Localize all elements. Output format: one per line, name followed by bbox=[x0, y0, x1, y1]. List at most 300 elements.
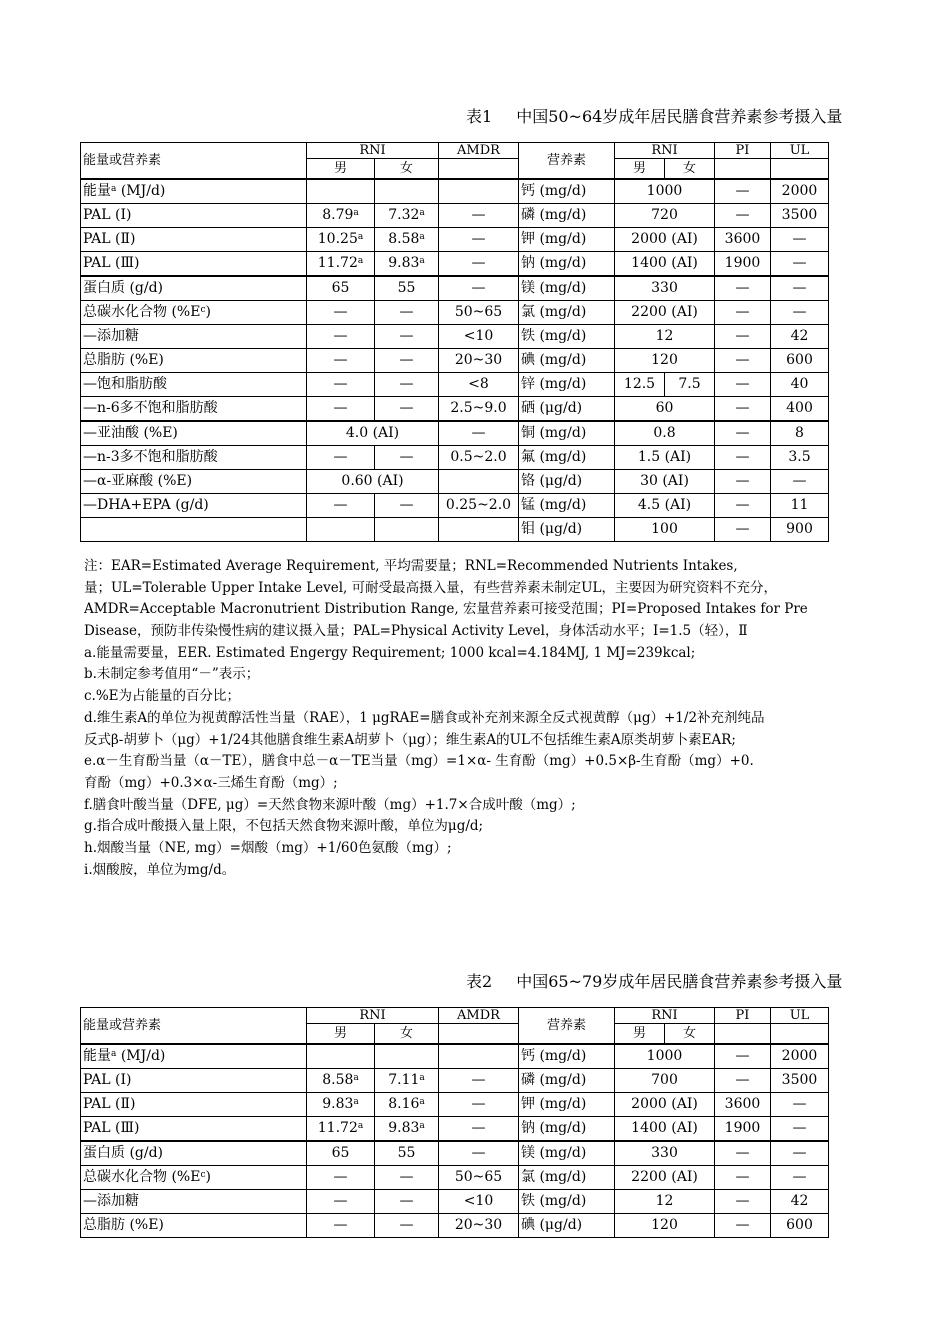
mineral-rni-cell bbox=[615, 1141, 715, 1166]
mineral-cell bbox=[519, 517, 615, 541]
nutrient-cell-text: 总碳水化合物 (%E bbox=[83, 1169, 201, 1185]
mineral-rni-cell-text: 700 bbox=[651, 1072, 678, 1088]
ul-cell bbox=[771, 1044, 829, 1069]
mineral-rni-cell bbox=[615, 1068, 715, 1092]
amdr-cell-text: — bbox=[471, 425, 486, 441]
rni-male-cell-text: 11.72 bbox=[317, 255, 358, 271]
table-row bbox=[81, 396, 829, 421]
header-rni2: RNI bbox=[615, 143, 715, 159]
rni-female-cell bbox=[375, 1165, 439, 1189]
header-nutrient: 能量或营养素 bbox=[81, 143, 307, 179]
nutrient-cell bbox=[81, 1116, 307, 1141]
ul-cell-text: 8 bbox=[795, 425, 804, 441]
table-row bbox=[81, 203, 829, 227]
pi-cell bbox=[715, 227, 771, 251]
ul-cell bbox=[771, 469, 829, 493]
header-male: 男 bbox=[307, 1024, 375, 1044]
pi-cell-text: — bbox=[735, 207, 750, 223]
pi-cell-text: — bbox=[735, 376, 750, 392]
nutrient-cell-text: —添加糖 bbox=[83, 1193, 139, 1209]
mineral-cell-text: 氯 (mg/d) bbox=[521, 1169, 587, 1185]
footnote-marker: c bbox=[200, 305, 206, 315]
mineral-rni-cell-text: 2000 (AI) bbox=[631, 231, 698, 247]
header-male2: 男 bbox=[615, 159, 665, 179]
mineral-cell bbox=[519, 276, 615, 301]
ul-cell bbox=[771, 276, 829, 301]
ul-cell bbox=[771, 396, 829, 421]
pi-cell-text: 3600 bbox=[724, 1096, 761, 1112]
pi-cell bbox=[715, 372, 771, 396]
nutrient-cell-text: —亚油酸 (%E) bbox=[83, 425, 178, 441]
table-row bbox=[81, 493, 829, 517]
mineral-cell-text: 锰 (mg/d) bbox=[521, 497, 587, 513]
nutrient-cell-text: —饱和脂肪酸 bbox=[83, 376, 167, 392]
nutrient-cell bbox=[81, 276, 307, 301]
nutrient-cell bbox=[81, 227, 307, 251]
mineral-cell bbox=[519, 421, 615, 446]
header-ul-blank bbox=[771, 1024, 829, 1044]
mineral-rni-cell bbox=[615, 1213, 715, 1237]
ul-cell-text: 3500 bbox=[781, 207, 818, 223]
pi-cell bbox=[715, 1044, 771, 1069]
header-female: 女 bbox=[375, 159, 439, 179]
ul-cell bbox=[771, 1141, 829, 1166]
mineral-rni-cell bbox=[615, 348, 715, 372]
note-line: c.%E为占能量的百分比； bbox=[84, 688, 241, 705]
pi-cell bbox=[715, 1141, 771, 1166]
header-pi: PI bbox=[715, 1008, 771, 1024]
rni-female-cell bbox=[375, 1092, 439, 1116]
rni-male-cell bbox=[307, 372, 375, 396]
rni-female-cell-text: — bbox=[399, 449, 414, 465]
table1-body bbox=[81, 179, 829, 542]
mineral-rni-cell-text: 1000 bbox=[646, 1048, 683, 1064]
pi-cell-text: — bbox=[735, 304, 750, 320]
amdr-cell-text: 20~30 bbox=[454, 1217, 503, 1233]
rni-male-cell-text: — bbox=[333, 1193, 348, 1209]
unit-text: (MJ/d) bbox=[116, 183, 166, 199]
note-line: b.未制定参考值用“－”表示； bbox=[84, 666, 260, 683]
ul-cell bbox=[771, 1213, 829, 1237]
mineral-rni-cell-text: 1400 (AI) bbox=[631, 1120, 698, 1136]
rni-male-cell-text: 11.72 bbox=[317, 1120, 358, 1136]
rni-female-cell-text: 8.58 bbox=[388, 231, 420, 247]
rni-female-cell-text: — bbox=[399, 400, 414, 416]
header-amdr: AMDR bbox=[439, 1008, 519, 1024]
mineral-rni-cell bbox=[615, 469, 715, 493]
amdr-cell bbox=[439, 517, 519, 541]
rni-female-cell bbox=[375, 517, 439, 541]
mineral-rni-cell-text: 120 bbox=[651, 1217, 678, 1233]
nutrient-cell bbox=[81, 517, 307, 541]
ul-cell-text: — bbox=[792, 280, 807, 296]
pi-cell bbox=[715, 517, 771, 541]
mineral-rni-male-cell bbox=[615, 372, 665, 396]
nutrient-cell-text: PAL (Ⅱ) bbox=[83, 231, 136, 247]
mineral-cell-text: 碘 (μg/d) bbox=[521, 1217, 583, 1233]
rni-female-cell bbox=[375, 1044, 439, 1069]
nutrient-cell bbox=[81, 493, 307, 517]
header-ul: UL bbox=[771, 143, 829, 159]
table-row bbox=[81, 1165, 829, 1189]
ul-cell-text: 600 bbox=[786, 352, 813, 368]
unit-text: (MJ/d) bbox=[116, 1048, 166, 1064]
note-line: Disease，预防非传染慢性病的建议摄入量；PAL=Physical Activity Level，身体活动水平；Ⅰ=1.5（轻），Ⅱ bbox=[84, 623, 748, 640]
ul-cell bbox=[771, 1092, 829, 1116]
ul-cell bbox=[771, 1068, 829, 1092]
mineral-cell-text: 钙 (mg/d) bbox=[521, 1048, 587, 1064]
mineral-rni-cell bbox=[615, 251, 715, 276]
pi-cell-text: — bbox=[735, 473, 750, 489]
rni-male-cell bbox=[307, 1116, 375, 1141]
mineral-cell bbox=[519, 1213, 615, 1237]
table-row bbox=[81, 324, 829, 348]
header-rni: RNI bbox=[307, 1008, 439, 1024]
unit-text: ) bbox=[205, 304, 211, 320]
rni-male-cell-text: 65 bbox=[331, 1145, 350, 1161]
rni-female-cell bbox=[375, 179, 439, 204]
header-female2: 女 bbox=[665, 1024, 715, 1044]
rni-female-cell bbox=[375, 251, 439, 276]
footnote-marker: a bbox=[419, 1121, 425, 1131]
note-line: g.指合成叶酸摄入量上限，不包括天然食物来源叶酸，单位为μg/d; bbox=[84, 818, 484, 835]
table-row bbox=[81, 421, 829, 446]
mineral-rni-cell-text: 2000 (AI) bbox=[631, 1096, 698, 1112]
nutrient-cell-text: PAL (Ⅰ) bbox=[83, 207, 132, 223]
pi-cell bbox=[715, 445, 771, 469]
rni-male-cell bbox=[307, 1213, 375, 1237]
note-line: 注：EAR=Estimated Average Requirement, 平均需要量；RNL=Recommended Nutrients Intakes, bbox=[84, 558, 738, 574]
footnote-marker: a bbox=[111, 1049, 117, 1059]
nutrient-cell-text: PAL (Ⅲ) bbox=[83, 1120, 140, 1136]
pi-cell-text: — bbox=[735, 1145, 750, 1161]
ul-cell-text: 40 bbox=[790, 376, 809, 392]
rni-combined-cell bbox=[307, 421, 439, 446]
table2-title bbox=[466, 969, 842, 992]
nutrient-cell-text: PAL (Ⅲ) bbox=[83, 255, 140, 271]
pi-cell-text: — bbox=[735, 1193, 750, 1209]
mineral-cell-text: 氯 (mg/d) bbox=[521, 304, 587, 320]
ul-cell bbox=[771, 348, 829, 372]
nutrient-cell bbox=[81, 1213, 307, 1237]
amdr-cell bbox=[439, 179, 519, 204]
mineral-cell bbox=[519, 300, 615, 324]
rni-female-cell-text: — bbox=[399, 1217, 414, 1233]
footnote-marker: a bbox=[419, 1073, 425, 1083]
ul-cell bbox=[771, 179, 829, 204]
nutrient-cell bbox=[81, 348, 307, 372]
ul-cell-text: 600 bbox=[786, 1217, 813, 1233]
mineral-cell-text: 铁 (mg/d) bbox=[521, 328, 587, 344]
rni-male-cell-text: 9.83 bbox=[322, 1096, 354, 1112]
rni-male-cell bbox=[307, 1141, 375, 1166]
mineral-cell-text: 钠 (mg/d) bbox=[521, 1120, 587, 1136]
mineral-cell-text: 镁 (mg/d) bbox=[521, 1145, 587, 1161]
nutrient-cell bbox=[81, 421, 307, 446]
ul-cell-text: 42 bbox=[790, 1193, 809, 1209]
header-nutrient: 能量或营养素 bbox=[81, 1008, 307, 1044]
ul-cell-text: — bbox=[792, 1096, 807, 1112]
rni-female-cell bbox=[375, 372, 439, 396]
rni-male-cell bbox=[307, 445, 375, 469]
rni-male-cell bbox=[307, 276, 375, 301]
mineral-rni-female-cell-text: 7.5 bbox=[678, 376, 701, 392]
nutrient-cell bbox=[81, 469, 307, 493]
nutrient-cell-text: 总脂肪 (%E) bbox=[83, 1217, 164, 1233]
rni-male-cell-text: — bbox=[333, 328, 348, 344]
ul-cell bbox=[771, 324, 829, 348]
rni-male-cell-text: — bbox=[333, 304, 348, 320]
ul-cell-text: — bbox=[792, 231, 807, 247]
ul-cell bbox=[771, 1189, 829, 1213]
mineral-cell-text: 碘 (mg/d) bbox=[521, 352, 587, 368]
pi-cell bbox=[715, 1213, 771, 1237]
footnote-marker: a bbox=[419, 1097, 425, 1107]
header-pi-blank bbox=[715, 159, 771, 179]
table2 bbox=[80, 1007, 829, 1238]
footnote-marker: a bbox=[357, 232, 364, 242]
mineral-cell bbox=[519, 203, 615, 227]
pi-cell bbox=[715, 300, 771, 324]
rni-male-cell-text: 65 bbox=[331, 280, 350, 296]
table-row bbox=[81, 251, 829, 276]
ul-cell-text: 900 bbox=[786, 521, 813, 537]
ul-cell-text: — bbox=[792, 1169, 807, 1185]
mineral-cell-text: 镁 (mg/d) bbox=[521, 280, 587, 296]
amdr-cell-text: <8 bbox=[468, 376, 489, 392]
ul-cell-text: 3500 bbox=[781, 1072, 818, 1088]
mineral-rni-cell-text: 30 (AI) bbox=[640, 473, 689, 489]
pi-cell bbox=[715, 1092, 771, 1116]
amdr-cell bbox=[439, 1165, 519, 1189]
amdr-cell-text: 0.5~2.0 bbox=[450, 449, 507, 465]
nutrient-cell-text: —添加糖 bbox=[83, 328, 139, 344]
rni-female-cell-text: — bbox=[399, 376, 414, 392]
mineral-rni-cell-text: 60 bbox=[655, 400, 674, 416]
mineral-rni-cell bbox=[615, 396, 715, 421]
note-line: 量；UL=Tolerable Upper Intake Level, 可耐受最高摄入量，有些营养素未制定UL，主要因为研究资料不充分， bbox=[84, 579, 777, 596]
rni-male-cell-text: 10.25 bbox=[317, 231, 358, 247]
footnote-marker: a bbox=[419, 208, 425, 218]
mineral-rni-cell-text: 1.5 (AI) bbox=[637, 449, 692, 465]
pi-cell-text: — bbox=[735, 497, 750, 513]
nutrient-cell-text: PAL (Ⅰ) bbox=[83, 1072, 132, 1088]
rni-female-cell bbox=[375, 445, 439, 469]
pi-cell bbox=[715, 203, 771, 227]
rni-female-cell-text: 9.83 bbox=[388, 1120, 420, 1136]
mineral-cell-text: 锌 (mg/d) bbox=[521, 376, 587, 392]
note-line: AMDR=Acceptable Macronutrient Distribution Range, 宏量营养素可接受范围；PI=Proposed Intakes for Pre bbox=[84, 601, 808, 618]
mineral-rni-cell bbox=[615, 1092, 715, 1116]
rni-female-cell-text: 7.11 bbox=[388, 1072, 420, 1088]
pi-cell bbox=[715, 396, 771, 421]
footnote-marker: a bbox=[357, 256, 364, 266]
amdr-cell bbox=[439, 276, 519, 301]
mineral-rni-cell bbox=[615, 1044, 715, 1069]
nutrient-cell-text: —α-亚麻酸 (%E) bbox=[83, 473, 193, 489]
note-line: e.α－生育酚当量（α－TE），膳食中总－α－TE当量（mg）=1×α- 生育酚（mg）+0.5×β-生育酚（mg）+0. bbox=[84, 753, 754, 770]
amdr-cell bbox=[439, 251, 519, 276]
mineral-rni-cell-text: 720 bbox=[651, 207, 678, 223]
nutrient-cell-text: 能量 bbox=[83, 1048, 111, 1064]
rni-male-cell bbox=[307, 251, 375, 276]
footnote-marker: a bbox=[111, 184, 117, 194]
ul-cell-text: — bbox=[792, 1120, 807, 1136]
pi-cell bbox=[715, 421, 771, 446]
header-amdr-blank bbox=[439, 1024, 519, 1044]
mineral-cell bbox=[519, 1189, 615, 1213]
note-line: 反式β-胡萝卜（μg）+1/24其他膳食维生素A胡萝卜（μg）；维生素A的UL不包括维生素A原类胡萝卜素EAR; bbox=[84, 731, 736, 748]
rni-male-cell-text: — bbox=[333, 1217, 348, 1233]
footnote-marker: c bbox=[200, 1170, 206, 1180]
pi-cell bbox=[715, 348, 771, 372]
note-line: f.膳食叶酸当量（DFE, μg）=天然食物来源叶酸（mg）+1.7×合成叶酸（mg）; bbox=[84, 796, 576, 813]
notes bbox=[84, 556, 950, 881]
amdr-cell-text: — bbox=[471, 1145, 486, 1161]
pi-cell-text: — bbox=[735, 1217, 750, 1233]
mineral-cell-text: 铬 (μg/d) bbox=[521, 473, 583, 489]
mineral-rni-cell bbox=[615, 300, 715, 324]
table2-body bbox=[81, 1044, 829, 1238]
table-row bbox=[81, 300, 829, 324]
rni-male-cell bbox=[307, 324, 375, 348]
header-pi-blank bbox=[715, 1024, 771, 1044]
amdr-cell bbox=[439, 1213, 519, 1237]
nutrient-cell-text: 总脂肪 (%E) bbox=[83, 352, 164, 368]
ul-cell-text: 2000 bbox=[781, 1048, 818, 1064]
rni-female-cell bbox=[375, 348, 439, 372]
note-line: d.维生素A的单位为视黄醇活性当量（RAE），1 μgRAE=膳食或补充剂来源全反式视黄醇（μg）+1/2补充剂纯品 bbox=[84, 709, 765, 726]
nutrient-cell-text: 蛋白质 (g/d) bbox=[83, 1145, 164, 1161]
mineral-rni-cell-text: 330 bbox=[651, 1145, 678, 1161]
amdr-cell bbox=[439, 227, 519, 251]
pi-cell-text: — bbox=[735, 425, 750, 441]
ul-cell bbox=[771, 251, 829, 276]
rni-male-cell bbox=[307, 203, 375, 227]
note-line: h.烟酸当量（NE, mg）=烟酸（mg）+1/60色氨酸（mg）; bbox=[84, 839, 452, 856]
pi-cell-text: — bbox=[735, 449, 750, 465]
mineral-rni-cell-text: 0.8 bbox=[653, 425, 676, 441]
rni-female-cell-text: — bbox=[399, 1193, 414, 1209]
rni-female-cell-text: 55 bbox=[397, 1145, 416, 1161]
pi-cell-text: — bbox=[735, 400, 750, 416]
pi-cell bbox=[715, 324, 771, 348]
nutrient-cell-text: 蛋白质 (g/d) bbox=[83, 280, 164, 296]
rni-male-cell-text: — bbox=[333, 400, 348, 416]
nutrient-cell bbox=[81, 203, 307, 227]
ul-cell-text: 2000 bbox=[781, 183, 818, 199]
nutrient-cell bbox=[81, 179, 307, 204]
rni-male-cell bbox=[307, 517, 375, 541]
mineral-rni-cell bbox=[615, 445, 715, 469]
rni-female-cell-text: 8.16 bbox=[388, 1096, 420, 1112]
amdr-cell bbox=[439, 1092, 519, 1116]
table-row bbox=[81, 1116, 829, 1141]
rni-male-cell bbox=[307, 1092, 375, 1116]
pi-cell bbox=[715, 1165, 771, 1189]
mineral-rni-female-cell bbox=[665, 372, 715, 396]
ul-cell-text: — bbox=[792, 473, 807, 489]
amdr-cell bbox=[439, 445, 519, 469]
mineral-cell-text: 铜 (mg/d) bbox=[521, 425, 587, 441]
table-row bbox=[81, 1213, 829, 1237]
amdr-cell bbox=[439, 396, 519, 421]
ul-cell bbox=[771, 1165, 829, 1189]
table-row bbox=[81, 1092, 829, 1116]
unit-text: ) bbox=[205, 1169, 211, 1185]
mineral-cell-text: 钼 (μg/d) bbox=[521, 521, 583, 537]
table-row bbox=[81, 348, 829, 372]
note-line: a.能量需要量，EER. Estimated Engergy Requirement; 1000 kcal=4.184MJ, 1 MJ=239kcal; bbox=[84, 644, 696, 661]
table-row bbox=[81, 1189, 829, 1213]
pi-cell bbox=[715, 469, 771, 493]
rni-male-cell-text: — bbox=[333, 1169, 348, 1185]
mineral-cell-text: 钙 (mg/d) bbox=[521, 183, 587, 199]
mineral-cell bbox=[519, 227, 615, 251]
rni-female-cell bbox=[375, 1068, 439, 1092]
table-row bbox=[81, 227, 829, 251]
mineral-rni-cell bbox=[615, 179, 715, 204]
rni-male-cell bbox=[307, 1068, 375, 1092]
mineral-cell bbox=[519, 445, 615, 469]
pi-cell-text: 1900 bbox=[724, 1120, 761, 1136]
amdr-cell bbox=[439, 1044, 519, 1069]
mineral-cell-text: 磷 (mg/d) bbox=[521, 1072, 587, 1088]
mineral-rni-cell bbox=[615, 1165, 715, 1189]
footnote-marker: a bbox=[419, 256, 425, 266]
ul-cell bbox=[771, 1116, 829, 1141]
amdr-cell-text: 0.25~2.0 bbox=[445, 497, 512, 513]
mineral-rni-cell bbox=[615, 1116, 715, 1141]
rni-female-cell-text: — bbox=[399, 497, 414, 513]
amdr-cell-text: — bbox=[471, 1072, 486, 1088]
amdr-cell bbox=[439, 1116, 519, 1141]
rni-female-cell bbox=[375, 396, 439, 421]
footnote-marker: a bbox=[357, 1121, 364, 1131]
pi-cell-text: — bbox=[735, 352, 750, 368]
nutrient-cell bbox=[81, 1092, 307, 1116]
nutrient-cell bbox=[81, 251, 307, 276]
rni-male-cell bbox=[307, 396, 375, 421]
pi-cell bbox=[715, 251, 771, 276]
amdr-cell bbox=[439, 348, 519, 372]
mineral-rni-cell bbox=[615, 276, 715, 301]
rni-male-cell bbox=[307, 1165, 375, 1189]
table2-title-text: 中国65~79岁成年居民膳食营养素参考摄入量 bbox=[516, 972, 843, 991]
amdr-cell-text: <10 bbox=[463, 1193, 494, 1209]
amdr-cell bbox=[439, 203, 519, 227]
header-female: 女 bbox=[375, 1024, 439, 1044]
rni-female-cell-text: 55 bbox=[397, 280, 416, 296]
mineral-rni-cell-text: 12 bbox=[655, 1193, 674, 1209]
ul-cell bbox=[771, 203, 829, 227]
ul-cell-text: 3.5 bbox=[788, 449, 811, 465]
rni-female-cell bbox=[375, 227, 439, 251]
table2-title-number: 表2 bbox=[466, 972, 493, 991]
mineral-rni-cell-text: 1000 bbox=[646, 183, 683, 199]
header-amdr-blank bbox=[439, 159, 519, 179]
footnote-marker: a bbox=[419, 232, 425, 242]
nutrient-cell bbox=[81, 1165, 307, 1189]
rni-male-cell bbox=[307, 227, 375, 251]
table-row bbox=[81, 469, 829, 493]
rni-combined-cell bbox=[307, 469, 439, 493]
mineral-rni-cell-text: 100 bbox=[651, 521, 678, 537]
header-ul: UL bbox=[771, 1008, 829, 1024]
amdr-cell-text: 2.5~9.0 bbox=[450, 400, 507, 416]
amdr-cell bbox=[439, 493, 519, 517]
footnote-marker: a bbox=[353, 1097, 359, 1107]
